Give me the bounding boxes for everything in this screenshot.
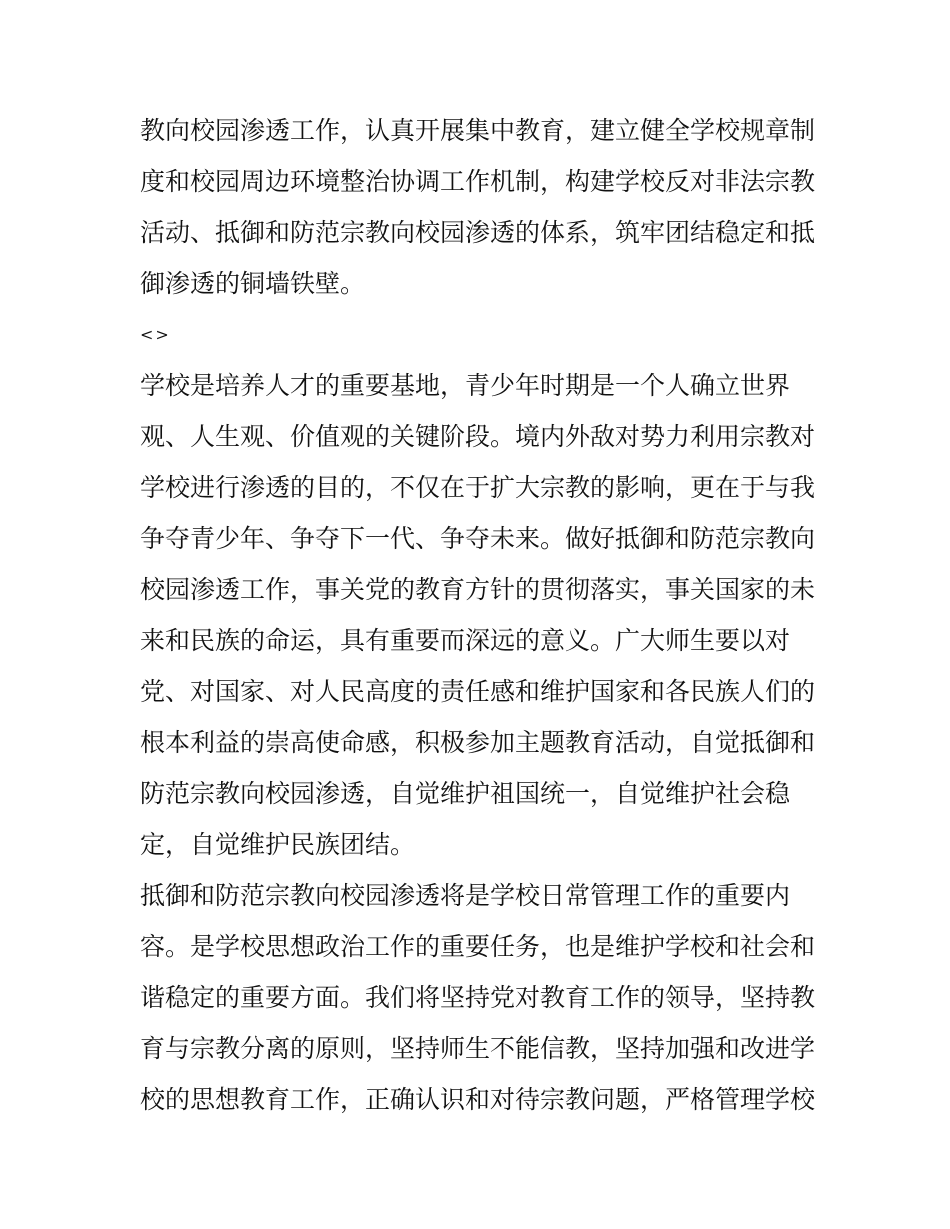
document-body <box>140 105 820 1125</box>
text-line: 容。是学校思想政治工作的重要任务，也是维护学校和社会和 <box>140 932 816 961</box>
text-line: 御渗透的铜墙铁壁。 <box>140 269 366 298</box>
text-line: 谐稳定的重要方面。我们将坚持党对教育工作的领导，坚持教 <box>140 983 816 1012</box>
text-line: 来和民族的命运，具有重要而深远的意义。广大师生要以对 <box>140 626 791 655</box>
text-line: 根本利益的崇高使命感，积极参加主题教育活动，自觉抵御和 <box>140 728 816 757</box>
text-line: 活动、抵御和防范宗教向校园渗透的体系，筑牢团结稳定和抵 <box>140 218 816 247</box>
text-line: 观、人生观、价值观的关键阶段。境内外敌对势力利用宗教对 <box>140 422 816 451</box>
text-line: 校的思想教育工作，正确认识和对待宗教问题，严格管理学校 <box>140 1085 816 1114</box>
text-line: 学校是培养人才的重要基地，青少年时期是一个人确立世界 <box>140 371 791 400</box>
text-line: 抵御和防范宗教向校园渗透将是学校日常管理工作的重要内 <box>140 881 791 910</box>
text-line: 学校进行渗透的目的，不仅在于扩大宗教的影响，更在于与我 <box>140 473 816 502</box>
text-line: 度和校园周边环境整治协调工作机制，构建学校反对非法宗教 <box>140 167 816 196</box>
section-marker: <> <box>140 325 171 344</box>
text-line: 防范宗教向校园渗透，自觉维护祖国统一，自觉维护社会稳 <box>140 779 791 808</box>
text-line: 育与宗教分离的原则，坚持师生不能信教，坚持加强和改进学 <box>140 1034 816 1063</box>
text-line: 党、对国家、对人民高度的责任感和维护国家和各民族人们的 <box>140 677 816 706</box>
text-line: 校园渗透工作，事关党的教育方针的贯彻落实，事关国家的未 <box>140 575 816 604</box>
text-line: 教向校园渗透工作，认真开展集中教育，建立健全学校规章制 <box>140 116 816 145</box>
text-line: 争夺青少年、争夺下一代、争夺未来。做好抵御和防范宗教向 <box>140 524 816 553</box>
text-line: 定，自觉维护民族团结。 <box>140 830 416 859</box>
